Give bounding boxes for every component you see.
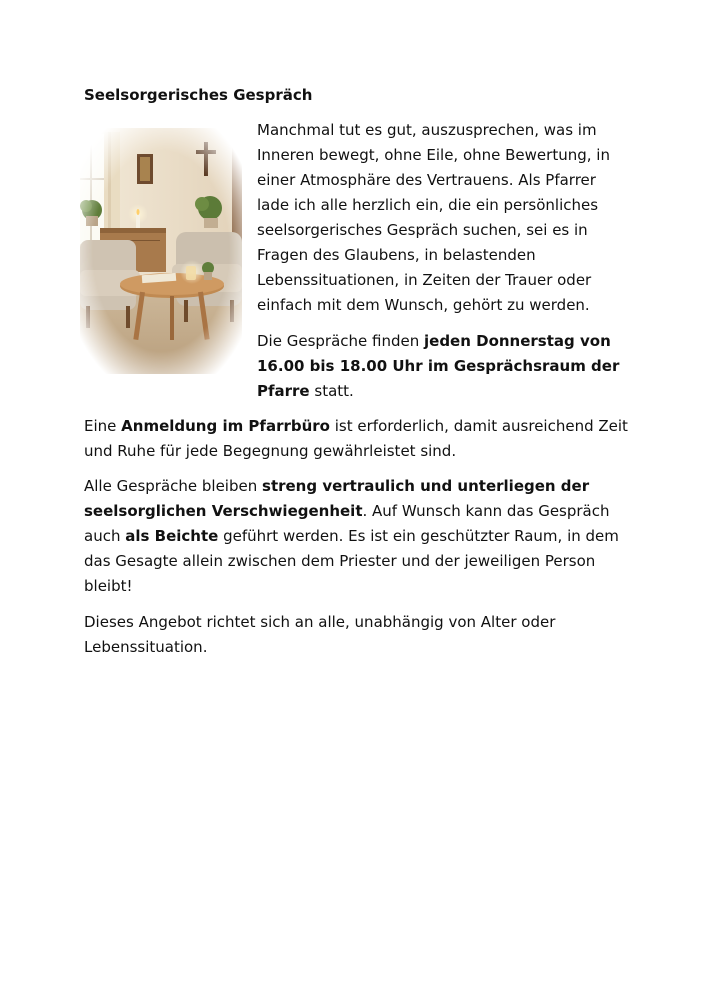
- confidentiality-paragraph: [84, 474, 629, 599]
- confidentiality-text-2: . Auf Wunsch kann das Gespräch auch: [84, 502, 610, 545]
- schedule-time-highlight: jeden Donnerstag von 16.00 bis 18.00 Uhr im Gesprächsraum der Pfarre: [257, 332, 620, 400]
- registration-text-1: Eine: [84, 417, 122, 435]
- confidentiality-text-3: geführt werden. Es ist ein geschützter Raum, in dem das Gesagte allein zwischen dem Priester und der jeweiligen Person bleibt!: [84, 527, 619, 595]
- schedule-text-2: statt.: [309, 382, 354, 400]
- document-title: Seelsorgerisches Gespräch: [84, 86, 313, 104]
- confidentiality-text-1: Alle Gespräche bleiben: [84, 477, 263, 495]
- confession-highlight: als Beichte: [125, 527, 219, 545]
- registration-paragraph: [84, 414, 629, 464]
- registration-text-2: ist erforderlich, damit ausreichend Zeit und Ruhe für jede Begegnung gewährleistet sind.: [84, 417, 628, 460]
- audience-paragraph: Dieses Angebot richtet sich an alle, unabhängig von Alter oder Lebenssituation.: [84, 613, 556, 656]
- registration-highlight: Anmeldung im Pfarrbüro: [121, 417, 330, 435]
- counseling-room-photo: [80, 128, 242, 374]
- confidentiality-highlight: streng vertraulich und unterliegen der seelsorglichen Verschwiegenheit: [84, 477, 590, 520]
- schedule-paragraph: [257, 329, 627, 404]
- intro-paragraph: Manchmal tut es gut, auszusprechen, was im Inneren bewegt, ohne Eile, ohne Bewertung, in einer Atmosphäre des Vertrauens. Als Pfarrer lade ich alle herzlich ein, die ein persönliches seelsorgerisches Gespräch suchen, sei es in Fragen des Glaubens, in belastenden Lebenssituationen, in Zeiten der Trauer oder einfach mit dem Wunsch, gehört zu werden.: [257, 121, 610, 314]
- schedule-text-1: Die Gespräche finden: [257, 332, 424, 350]
